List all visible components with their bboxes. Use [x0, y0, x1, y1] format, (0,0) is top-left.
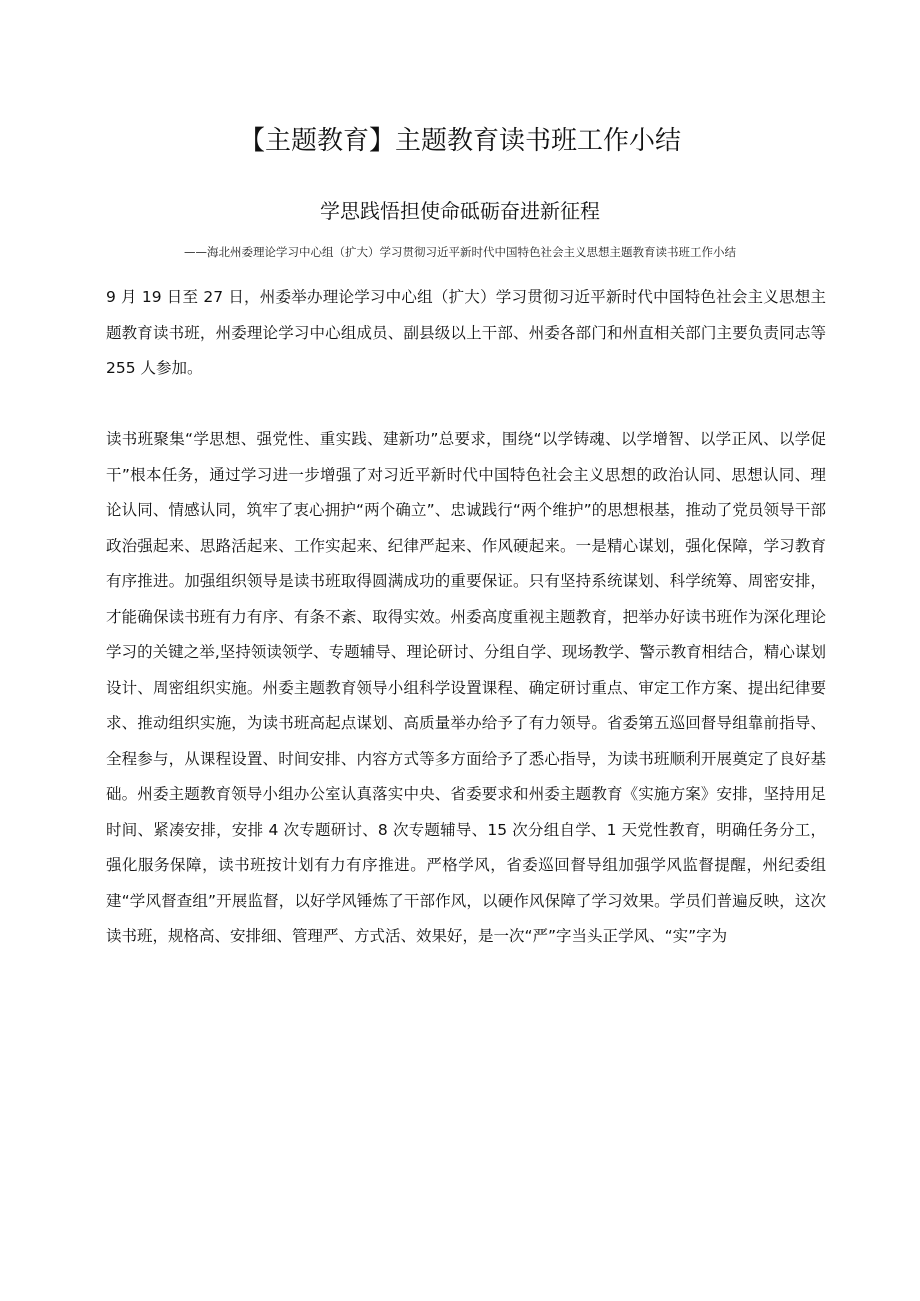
document-subtitle: 学思践悟担使命砥砺奋进新征程: [320, 199, 600, 223]
document-byline: ——海北州委理论学习中心组（扩大）学习贯彻习近平新时代中国特色社会主义思想主题教育读书班工作小结: [184, 245, 736, 259]
paragraph-2: 读书班聚集“学思想、强党性、重实践、建新功”总要求，围绕“以学铸魂、以学增智、以学正风、以学促干”根本任务，通过学习进一步增强了对习近平新时代中国特色社会主义思想的政治认同、思想认同、理论认同、情感认同，筑牢了衷心拥护“两个确立”、忠诚践行“两个维护”的思想根基，推动了党员领导干部政治强起来、思路活起来、工作实起来、纪律严起来、作风硬起来。一是精心谋划，强化保障，学习教育有序推进。加强组织领导是读书班取得圆满成功的重要保证。只有坚持系统谋划、科学统筹、周密安排，才能确保读书班有力有序、有条不紊、取得实效。州委高度重视主题教育，把举办好读书班作为深化理论学习的关键之举,坚持领读领学、专题辅导、理论研讨、分组自学、现场教学、警示教育相结合，精心谋划设计、周密组织实施。州委主题教育领导小组科学设置课程、确定研讨重点、审定工作方案、提出纪律要求、推动组织实施，为读书班高起点谋划、高质量举办给予了有力领导。省委第五巡回督导组靠前指导、全程参与，从课程设置、时间安排、内容方式等多方面给予了悉心指导，为读书班顺利开展奠定了良好基础。州委主题教育领导小组办公室认真落实中央、省委要求和州委主题教育《实施方案》安排，坚持用足时间、紧凑安排，安排 4 次专题研讨、8 次专题辅导、15 次分组自学、1 天党性教育，明确任务分工，强化服务保障，读书班按计划有力有序推进。严格学风，省委巡回督导组加强学风监督提醒，州纪委组建“学风督查组”开展监督，以好学风锤炼了干部作风，以硬作风保障了学习效果。学员们普遍反映，这次读书班，规格高、安排细、管理严、方式活、效果好，是一次“严”字当头正学风、“实”字为: [106, 430, 826, 945]
document-title: 【主题教育】主题教育读书班工作小结: [238, 126, 681, 156]
paragraph-1: 9 月 19 日至 27 日，州委举办理论学习中心组（扩大）学习贯彻习近平新时代中国特色社会主义思想主题教育读书班，州委理论学习中心组成员、副县级以上干部、州委各部门和州直相关部门主要负责同志等 255 人参加。: [106, 288, 826, 377]
